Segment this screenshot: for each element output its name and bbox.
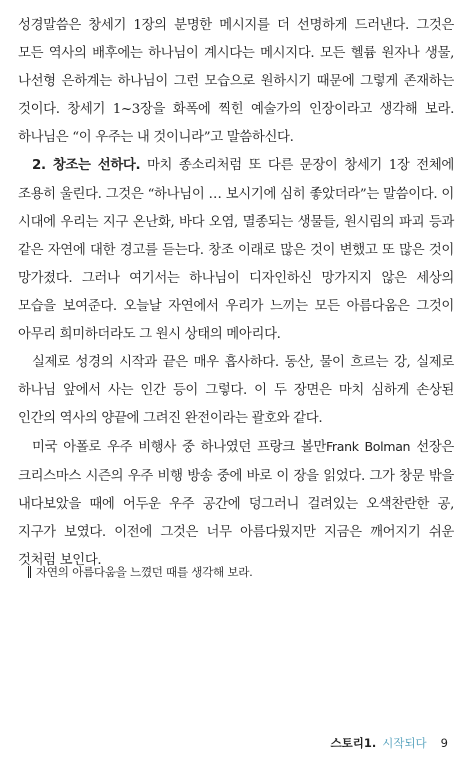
paragraph-text: 미국 아폴로 우주 비행사 중 하나였던 프랑크 볼만: [32, 440, 326, 456]
reflection-question: [28, 562, 448, 582]
paragraph-text: 성경말씀은 창세기 1장의 분명한 메시지를 더 선명하게 드러낸다. 그것은 모든 역사의 배후에는 하나님이 계시다는 메시지다. 모든 헬륨 원자나 생물, 나선형 은하계는 하나님이 그런 모습으로 원하시기 때문에 그렇게 존재하는 것이다. 창세기 1~3장을 화폭에 찍힌 예술가의 인장이라고 생각해 보라. 하나님은 “이 우주는 내 것이니라”고 말씀하신다.: [18, 18, 454, 146]
body-text: [18, 12, 454, 575]
question-text: 자연의 아름다움을 느꼈던 때를 생각해 보라.: [36, 565, 253, 579]
question-marker-icon: [28, 566, 31, 578]
section-heading: 2. 창조는 선하다.: [32, 158, 141, 174]
paragraph-text: 마치 종소리처럼 또 다른 문장이 창세기 1장 전체에 조용히 울린다. 그것은 “하나님이 … 보시기에 심히 좋았더라”는 말씀이다. 이 시대에 우리는 지구 온난화, 바다 오염, 멸종되는 생물들, 원시림의 파괴 등과 같은 자연에 대한 경고를 듣는다. 창조 이래로 많은 것이 변했고 또 많은 것이 망가졌다. 그러나 여기서는 하나님이 디자인하신 망가지지 않은 세상의 모습을 보여준다. 오늘날 자연에서 우리가 느끼는 모든 아름다움은 그것이 아무리 희미하더라도 그 원시 상태의 메아리다.: [18, 158, 454, 343]
paragraph-2: [18, 152, 454, 349]
paragraph-text: 선장은 크리스마스 시즌의 우주 비행 방송 중에 바로 이 장을 읽었다. 그가 창문 밖을 내다보았을 때에 어두운 우주 공간에 덩그러니 걸려있는 오색찬란한 공, 지구가 보였다. 이전에 그것은 너무 아름다웠지만 지금은 깨어지기 쉬운 것처럼 보인다.: [18, 440, 454, 568]
paragraph-1: [18, 12, 454, 152]
latin-name: Frank Bolman: [325, 439, 411, 455]
chapter-subtitle: 시작되다: [382, 736, 427, 750]
paragraph-4: [18, 433, 454, 574]
page-footer: [331, 735, 448, 751]
page-number: 9: [440, 736, 448, 750]
series-title: 스토리1.: [330, 736, 377, 750]
paragraph-text: 실제로 성경의 시작과 끝은 매우 흡사하다. 동산, 물이 흐르는 강, 실제로 하나님 앞에서 사는 인간 등이 그렇다. 이 두 장면은 마치 심하게 손상된 인간의 역사의 양끝에 그려진 완전이라는 괄호와 같다.: [18, 355, 454, 427]
paragraph-3: [18, 349, 454, 433]
